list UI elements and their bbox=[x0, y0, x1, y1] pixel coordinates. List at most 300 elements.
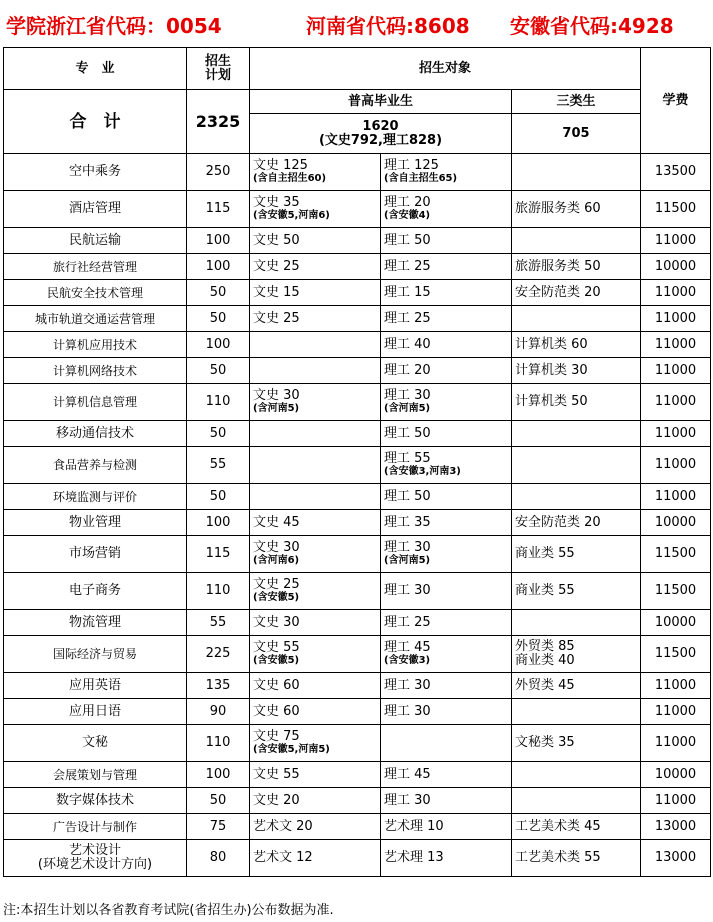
plan-value: 100 bbox=[205, 258, 231, 274]
fee-value: 11000 bbox=[654, 677, 697, 693]
fee-cell bbox=[641, 673, 711, 699]
major-cell bbox=[4, 154, 187, 191]
plan-value: 110 bbox=[205, 735, 231, 750]
plan-cell bbox=[187, 154, 250, 191]
major-cell bbox=[4, 725, 187, 762]
sanlei-value: 计算机类 50 bbox=[515, 394, 588, 409]
major-name: 物流管理 bbox=[68, 614, 121, 630]
plan-value: 50 bbox=[209, 425, 227, 441]
sanlei-cell bbox=[512, 725, 641, 762]
fee-cell bbox=[641, 154, 711, 191]
wenshi-cell bbox=[250, 306, 381, 332]
table-row bbox=[4, 536, 711, 573]
major-cell bbox=[4, 762, 187, 788]
wenshi-value: 文史 20 bbox=[253, 792, 300, 808]
ligong-cell bbox=[381, 536, 512, 573]
table-row bbox=[4, 673, 711, 699]
sanlei-cell bbox=[512, 573, 641, 610]
sanlei-value: 旅游服务类 50 bbox=[515, 258, 601, 274]
fee-cell bbox=[641, 788, 711, 814]
ligong-value: 理工 30 bbox=[384, 677, 431, 693]
ligong-cell bbox=[381, 725, 512, 762]
fee-cell bbox=[641, 447, 711, 484]
sanlei-cell bbox=[512, 673, 641, 699]
sanlei-value: 工艺美术类 45 bbox=[515, 818, 601, 834]
sanlei-cell bbox=[512, 536, 641, 573]
fee-value: 13000 bbox=[654, 850, 697, 865]
plan-cell bbox=[187, 573, 250, 610]
plan-cell bbox=[187, 536, 250, 573]
ligong-note: (含安徽3,河南3) bbox=[384, 466, 461, 477]
major-cell bbox=[4, 610, 187, 636]
wenshi-cell bbox=[250, 814, 381, 840]
ligong-cell bbox=[381, 484, 512, 510]
ligong-cell bbox=[381, 254, 512, 280]
fee-cell bbox=[641, 610, 711, 636]
ligong-cell bbox=[381, 510, 512, 536]
wenshi-cell bbox=[250, 484, 381, 510]
ligong-cell bbox=[381, 447, 512, 484]
major-name: 食品营养与检测 bbox=[52, 458, 137, 472]
sanlei-cell bbox=[512, 788, 641, 814]
sanlei-value: 文秘类 35 bbox=[515, 735, 575, 750]
plan-cell bbox=[187, 762, 250, 788]
major-header: 专 业 bbox=[4, 48, 187, 90]
wenshi-value: 文史 25 bbox=[253, 310, 300, 326]
table-row bbox=[4, 510, 711, 536]
wenshi-note: (含安徽5,河南6) bbox=[253, 210, 330, 221]
wenshi-note: (含河南5) bbox=[253, 403, 300, 414]
sanlei-value: 安全防范类 20 bbox=[515, 514, 601, 530]
wenshi-note: (含河南6) bbox=[253, 555, 300, 566]
major-cell bbox=[4, 332, 187, 358]
plan-cell bbox=[187, 306, 250, 332]
plan-value: 50 bbox=[209, 362, 227, 378]
wenshi-value: 文史 35 bbox=[253, 195, 300, 210]
table-row bbox=[4, 421, 711, 447]
major-name: 应用英语 bbox=[68, 677, 121, 693]
wenshi-cell bbox=[250, 154, 381, 191]
ligong-cell bbox=[381, 384, 512, 421]
ligong-value: 理工 25 bbox=[384, 310, 431, 326]
major-name: 计算机应用技术 bbox=[52, 337, 137, 352]
plan-value: 110 bbox=[205, 394, 231, 409]
fee-cell bbox=[641, 421, 711, 447]
table-row bbox=[4, 254, 711, 280]
fee-cell bbox=[641, 384, 711, 421]
plan-value: 135 bbox=[205, 677, 231, 693]
ligong-value: 理工 25 bbox=[384, 258, 431, 274]
ligong-cell bbox=[381, 673, 512, 699]
ligong-value: 理工 30 bbox=[384, 703, 431, 719]
wenshi-cell bbox=[250, 191, 381, 228]
plan-cell bbox=[187, 280, 250, 306]
plan-value: 110 bbox=[205, 583, 231, 598]
plan-header: 招生 计划 bbox=[187, 48, 250, 90]
table-row bbox=[4, 280, 711, 306]
wenshi-cell bbox=[250, 228, 381, 254]
plan-value: 225 bbox=[205, 646, 231, 661]
fee-value: 11500 bbox=[654, 546, 697, 561]
plan-cell bbox=[187, 814, 250, 840]
major-name: 艺术设计 bbox=[68, 843, 121, 858]
fee-value: 10000 bbox=[654, 614, 697, 630]
wenshi-value: 文史 50 bbox=[253, 232, 300, 248]
ligong-value: 理工 50 bbox=[384, 488, 431, 504]
plan-value: 100 bbox=[205, 514, 231, 530]
table-row bbox=[4, 484, 711, 510]
ligong-cell bbox=[381, 191, 512, 228]
fee-cell bbox=[641, 536, 711, 573]
sanlei-value: 商业类 55 bbox=[515, 583, 575, 598]
wenshi-cell bbox=[250, 447, 381, 484]
major-cell bbox=[4, 699, 187, 725]
wenshi-cell bbox=[250, 636, 381, 673]
third-total: 705 bbox=[512, 114, 641, 154]
sanlei-value: 旅游服务类 60 bbox=[515, 201, 601, 216]
fee-cell bbox=[641, 484, 711, 510]
ligong-value: 艺术理 10 bbox=[384, 818, 444, 834]
ligong-cell bbox=[381, 332, 512, 358]
ligong-value: 理工 55 bbox=[384, 451, 431, 466]
sanlei-cell bbox=[512, 421, 641, 447]
major-name: 计算机信息管理 bbox=[52, 395, 137, 409]
major-subname: (环境艺术设计方向) bbox=[37, 857, 153, 872]
sanlei-cell bbox=[512, 610, 641, 636]
major-cell bbox=[4, 191, 187, 228]
table-row bbox=[4, 814, 711, 840]
sanlei-cell bbox=[512, 358, 641, 384]
ligong-cell bbox=[381, 306, 512, 332]
plan-cell bbox=[187, 332, 250, 358]
ligong-cell bbox=[381, 421, 512, 447]
ligong-note: (含安徽4) bbox=[384, 210, 431, 221]
fee-value: 11000 bbox=[654, 394, 697, 409]
fee-cell bbox=[641, 725, 711, 762]
henan-code: 河南省代码:8608 bbox=[306, 14, 470, 38]
plan-value: 115 bbox=[205, 201, 231, 216]
plan-cell bbox=[187, 673, 250, 699]
sanlei-value: 商业类 55 bbox=[515, 546, 575, 561]
fee-header: 学费 bbox=[641, 48, 711, 154]
wenshi-value: 艺术文 20 bbox=[253, 818, 313, 834]
ligong-cell bbox=[381, 358, 512, 384]
wenshi-cell bbox=[250, 510, 381, 536]
wenshi-value: 文史 55 bbox=[253, 766, 300, 782]
sanlei-cell bbox=[512, 228, 641, 254]
ligong-value: 理工 40 bbox=[384, 336, 431, 352]
sanlei-cell bbox=[512, 384, 641, 421]
plan-cell bbox=[187, 788, 250, 814]
wenshi-cell bbox=[250, 699, 381, 725]
total-label: 合 计 bbox=[4, 90, 187, 154]
general-total-detail: (文史792,理工828) bbox=[318, 132, 443, 148]
fee-value: 13500 bbox=[654, 164, 697, 179]
plan-cell bbox=[187, 384, 250, 421]
major-cell bbox=[4, 573, 187, 610]
wenshi-value: 文史 60 bbox=[253, 677, 300, 693]
ligong-note: (含安徽3) bbox=[384, 655, 431, 666]
sanlei-cell bbox=[512, 510, 641, 536]
plan-cell bbox=[187, 254, 250, 280]
zhejiang-code: 学院浙江省代码：0054 bbox=[6, 14, 222, 38]
sanlei-cell bbox=[512, 280, 641, 306]
fee-value: 11000 bbox=[654, 336, 697, 352]
page-header bbox=[0, 0, 713, 44]
plan-value: 250 bbox=[205, 164, 231, 179]
ligong-value: 理工 50 bbox=[384, 425, 431, 441]
sanlei-value: 外贸类 45 bbox=[515, 677, 575, 693]
wenshi-value: 艺术文 12 bbox=[253, 850, 313, 865]
plan-cell bbox=[187, 228, 250, 254]
major-name: 应用日语 bbox=[68, 703, 121, 719]
wenshi-value: 文史 75 bbox=[253, 729, 300, 744]
plan-value: 100 bbox=[205, 232, 231, 248]
plan-value: 50 bbox=[209, 488, 227, 504]
plan-value: 50 bbox=[209, 792, 227, 808]
ligong-value: 理工 45 bbox=[384, 640, 431, 655]
sanlei-cell bbox=[512, 191, 641, 228]
major-cell bbox=[4, 306, 187, 332]
sanlei-value: 安全防范类 20 bbox=[515, 284, 601, 300]
ligong-value: 理工 45 bbox=[384, 766, 431, 782]
major-cell bbox=[4, 814, 187, 840]
plan-value: 90 bbox=[209, 703, 227, 719]
sanlei-cell bbox=[512, 306, 641, 332]
footnote: 注:本招生计划以各省教育考试院(省招生办)公布数据为准. bbox=[3, 903, 334, 918]
sanlei-cell bbox=[512, 636, 641, 673]
table-row bbox=[4, 636, 711, 673]
ligong-cell bbox=[381, 610, 512, 636]
major-cell bbox=[4, 673, 187, 699]
fee-value: 10000 bbox=[654, 514, 697, 530]
major-name: 物业管理 bbox=[68, 514, 121, 530]
ligong-cell bbox=[381, 573, 512, 610]
fee-cell bbox=[641, 840, 711, 877]
wenshi-value: 文史 60 bbox=[253, 703, 300, 719]
table-row bbox=[4, 358, 711, 384]
major-cell bbox=[4, 536, 187, 573]
major-cell bbox=[4, 510, 187, 536]
table-row bbox=[4, 788, 711, 814]
sanlei-value: 计算机类 30 bbox=[515, 362, 588, 378]
fee-value: 11500 bbox=[654, 583, 697, 598]
plan-cell bbox=[187, 699, 250, 725]
wenshi-value: 文史 55 bbox=[253, 640, 300, 655]
plan-value: 100 bbox=[205, 336, 231, 352]
sanlei-value-2: 商业类 40 bbox=[515, 653, 575, 668]
plan-cell bbox=[187, 510, 250, 536]
plan-cell bbox=[187, 191, 250, 228]
third-header: 三类生 bbox=[512, 90, 641, 114]
fee-cell bbox=[641, 228, 711, 254]
major-cell bbox=[4, 484, 187, 510]
enrollment-table bbox=[3, 47, 711, 877]
plan-cell bbox=[187, 840, 250, 877]
plan-cell bbox=[187, 358, 250, 384]
wenshi-cell bbox=[250, 840, 381, 877]
wenshi-cell bbox=[250, 332, 381, 358]
fee-value: 11000 bbox=[654, 457, 697, 472]
fee-value: 11000 bbox=[654, 488, 697, 504]
fee-cell bbox=[641, 191, 711, 228]
plan-cell bbox=[187, 610, 250, 636]
sanlei-cell bbox=[512, 447, 641, 484]
fee-cell bbox=[641, 699, 711, 725]
ligong-cell bbox=[381, 814, 512, 840]
major-name: 文秘 bbox=[81, 735, 108, 750]
major-name: 市场营销 bbox=[68, 546, 121, 561]
major-cell bbox=[4, 636, 187, 673]
fee-cell bbox=[641, 814, 711, 840]
table-row bbox=[4, 332, 711, 358]
plan-cell bbox=[187, 421, 250, 447]
sanlei-cell bbox=[512, 484, 641, 510]
major-cell bbox=[4, 228, 187, 254]
sanlei-value: 外贸类 85 bbox=[515, 639, 575, 654]
table-row bbox=[4, 725, 711, 762]
wenshi-value: 文史 25 bbox=[253, 577, 300, 592]
ligong-value: 艺术理 13 bbox=[384, 850, 444, 865]
wenshi-value: 文史 30 bbox=[253, 540, 300, 555]
major-name: 民航运输 bbox=[68, 232, 121, 248]
fee-value: 10000 bbox=[654, 258, 697, 274]
major-name: 民航安全技术管理 bbox=[46, 285, 143, 300]
sanlei-cell bbox=[512, 254, 641, 280]
major-name: 旅行社经营管理 bbox=[52, 259, 137, 274]
ligong-cell bbox=[381, 636, 512, 673]
wenshi-value: 文史 30 bbox=[253, 614, 300, 630]
major-cell bbox=[4, 840, 187, 877]
major-name: 广告设计与制作 bbox=[52, 819, 137, 834]
fee-value: 11000 bbox=[654, 425, 697, 441]
table-row bbox=[4, 384, 711, 421]
major-name: 城市轨道交通运营管理 bbox=[34, 311, 155, 326]
table-row bbox=[4, 228, 711, 254]
ligong-cell bbox=[381, 762, 512, 788]
major-name: 国际经济与贸易 bbox=[52, 647, 137, 661]
fee-value: 11000 bbox=[654, 735, 697, 750]
wenshi-note: (含安徽5,河南5) bbox=[253, 744, 330, 755]
fee-cell bbox=[641, 573, 711, 610]
general-total-value: 1620 bbox=[362, 118, 399, 134]
plan-value: 55 bbox=[209, 457, 227, 472]
wenshi-note: (含自主招生60) bbox=[253, 173, 327, 184]
sanlei-cell bbox=[512, 762, 641, 788]
fee-value: 11000 bbox=[654, 703, 697, 719]
table-row bbox=[4, 447, 711, 484]
wenshi-cell bbox=[250, 762, 381, 788]
fee-value: 11000 bbox=[654, 792, 697, 808]
ligong-value: 理工 15 bbox=[384, 284, 431, 300]
ligong-value: 理工 20 bbox=[384, 362, 431, 378]
major-name: 会展策划与管理 bbox=[52, 767, 137, 782]
wenshi-note: (含安徽5) bbox=[253, 592, 300, 603]
major-name: 酒店管理 bbox=[68, 201, 121, 216]
wenshi-cell bbox=[250, 421, 381, 447]
major-cell bbox=[4, 254, 187, 280]
sanlei-value: 工艺美术类 55 bbox=[515, 850, 601, 865]
ligong-value: 理工 30 bbox=[384, 388, 431, 403]
ligong-value: 理工 125 bbox=[384, 158, 439, 173]
wenshi-cell bbox=[250, 788, 381, 814]
ligong-note: (含自主招生65) bbox=[384, 173, 458, 184]
sanlei-cell bbox=[512, 814, 641, 840]
table-row bbox=[4, 191, 711, 228]
wenshi-value: 文史 30 bbox=[253, 388, 300, 403]
fee-cell bbox=[641, 306, 711, 332]
major-cell bbox=[4, 447, 187, 484]
major-name: 电子商务 bbox=[68, 583, 121, 598]
wenshi-value: 文史 45 bbox=[253, 514, 300, 530]
ligong-cell bbox=[381, 228, 512, 254]
ligong-value: 理工 20 bbox=[384, 195, 431, 210]
major-cell bbox=[4, 384, 187, 421]
ligong-value: 理工 35 bbox=[384, 514, 431, 530]
sanlei-cell bbox=[512, 840, 641, 877]
fee-cell bbox=[641, 636, 711, 673]
major-name: 计算机网络技术 bbox=[52, 363, 137, 378]
wenshi-cell bbox=[250, 254, 381, 280]
wenshi-value: 文史 25 bbox=[253, 258, 300, 274]
wenshi-cell bbox=[250, 673, 381, 699]
ligong-value: 理工 25 bbox=[384, 614, 431, 630]
major-name: 移动通信技术 bbox=[55, 425, 134, 441]
table-row bbox=[4, 306, 711, 332]
fee-cell bbox=[641, 280, 711, 306]
sanlei-cell bbox=[512, 154, 641, 191]
fee-cell bbox=[641, 510, 711, 536]
wenshi-value: 文史 125 bbox=[253, 158, 308, 173]
table-row bbox=[4, 573, 711, 610]
plan-cell bbox=[187, 725, 250, 762]
fee-cell bbox=[641, 254, 711, 280]
general-total bbox=[250, 114, 512, 154]
ligong-cell bbox=[381, 788, 512, 814]
plan-value: 50 bbox=[209, 284, 227, 300]
wenshi-cell bbox=[250, 280, 381, 306]
table-row bbox=[4, 699, 711, 725]
anhui-code: 安徽省代码:4928 bbox=[510, 14, 674, 38]
general-header: 普高毕业生 bbox=[250, 90, 512, 114]
wenshi-cell bbox=[250, 536, 381, 573]
fee-value: 10000 bbox=[654, 766, 697, 782]
fee-value: 11500 bbox=[654, 201, 697, 216]
major-name: 数字媒体技术 bbox=[55, 792, 134, 808]
wenshi-cell bbox=[250, 610, 381, 636]
wenshi-value: 文史 15 bbox=[253, 284, 300, 300]
plan-cell bbox=[187, 447, 250, 484]
major-cell bbox=[4, 421, 187, 447]
ligong-cell bbox=[381, 280, 512, 306]
fee-value: 11000 bbox=[654, 310, 697, 326]
wenshi-cell bbox=[250, 358, 381, 384]
major-cell bbox=[4, 358, 187, 384]
fee-cell bbox=[641, 332, 711, 358]
major-cell bbox=[4, 788, 187, 814]
wenshi-cell bbox=[250, 573, 381, 610]
plan-value: 100 bbox=[205, 766, 231, 782]
fee-cell bbox=[641, 762, 711, 788]
wenshi-note: (含安徽5) bbox=[253, 655, 300, 666]
plan-cell bbox=[187, 636, 250, 673]
major-name: 环境监测与评价 bbox=[52, 489, 137, 504]
fee-value: 11000 bbox=[654, 362, 697, 378]
wenshi-cell bbox=[250, 384, 381, 421]
table-row bbox=[4, 840, 711, 877]
ligong-cell bbox=[381, 154, 512, 191]
plan-value: 115 bbox=[205, 546, 231, 561]
